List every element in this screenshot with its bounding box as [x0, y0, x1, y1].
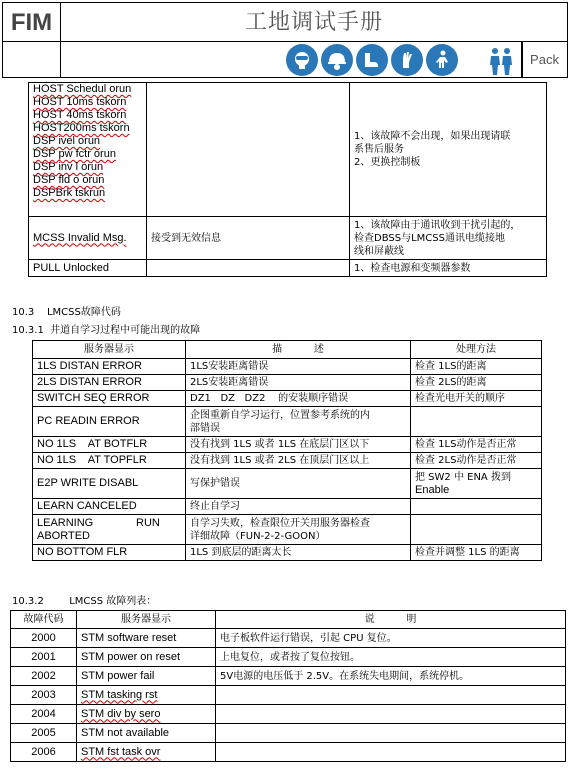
- server-display: STM div by sero: [77, 705, 216, 724]
- table-row: [11, 705, 566, 724]
- fault-line: DSP fld o orun: [33, 174, 105, 186]
- section-heading-10-3-1: 10.3.1 井道自学习过程中可能出现的故障: [12, 325, 201, 336]
- fault-line: HOST Schedul orun: [33, 83, 132, 95]
- table-row: 1LS DISTAN ERROR 1LS安装距离错误 检查 1LS的距离: [33, 359, 542, 375]
- table-row: SWITCH SEQ ERROR DZ1 DZ DZ2 的安装顺序错误 检查光电开关的顺序: [33, 391, 542, 407]
- fault-description: 上电复位，或者按了复位按钮。: [216, 648, 566, 667]
- fault-desc-cell: [147, 260, 350, 277]
- server-display: STM fst task ovr: [77, 743, 216, 762]
- fault-line: DSPBrk tskrun: [33, 187, 106, 199]
- fault-description: 5V电源的电压低于 2.5V。在系统失电期间，系统停机。: [216, 667, 566, 686]
- goggles-icon: [286, 44, 318, 76]
- fault-code: 2000: [11, 629, 77, 648]
- server-display: STM not available: [77, 724, 216, 743]
- column-header: 服务器显示: [33, 341, 186, 359]
- table-row: [11, 686, 566, 705]
- table-row: PC READIN ERROR 企图重新自学习运行，位置参考系统的内 部错误: [33, 407, 542, 437]
- column-header: 服务器显示: [77, 611, 216, 629]
- fault-name-cell: MCSS Invalid Msg.: [29, 217, 147, 260]
- page-header: [2, 2, 568, 78]
- fault-description: [216, 724, 566, 743]
- fault-continuation-table: [28, 82, 547, 277]
- table-row: NO 1LS AT BOTFLR 没有找到 1LS 或者 1LS 在底层门区以下 检查 1LS动作是否正常: [33, 437, 542, 453]
- table-row: E2P WRITE DISABL 写保护错误 把 SW2 中 ENA 拨到 Enable: [33, 469, 542, 499]
- table-header-row: [33, 341, 542, 359]
- table-row: [11, 648, 566, 667]
- fault-code: 2003: [11, 686, 77, 705]
- lmcss-fault-list-table: [10, 610, 566, 762]
- table-header-row: [11, 611, 566, 629]
- table-row: [29, 217, 547, 260]
- fault-line: HOST200ms tskorn: [33, 122, 130, 134]
- table-row: LEARN CANCELED 终止自学习: [33, 499, 542, 515]
- table-row: [29, 83, 547, 217]
- pack-label: Pack: [530, 52, 559, 67]
- fault-description: [216, 743, 566, 762]
- fault-code: 2004: [11, 705, 77, 724]
- people-icon: [483, 44, 519, 76]
- fault-code: 2005: [11, 724, 77, 743]
- company-logo: FIM: [3, 3, 61, 42]
- table-row: NO 1LS AT TOPFLR 没有找到 1LS 或者 2LS 在顶层门区以上 检查 2LS动作是否正常: [33, 453, 542, 469]
- server-display: STM software reset: [77, 629, 216, 648]
- fault-line: HOST 40ms tskorn: [33, 109, 127, 121]
- column-header: 说 明: [216, 611, 566, 629]
- fault-action-cell: 1、该故障不会出现，如果出现请联 系售后服务 2、更换控制板: [350, 83, 547, 217]
- table-row: [11, 743, 566, 762]
- table-row: [11, 724, 566, 743]
- safety-icons: [286, 44, 458, 76]
- table-row: [11, 667, 566, 686]
- fault-code: 2006: [11, 743, 77, 762]
- fault-line: DSP pw fctr orun: [33, 148, 116, 160]
- gloves-icon: [391, 44, 423, 76]
- column-header: 故障代码: [11, 611, 77, 629]
- self-learning-fault-table: [32, 340, 542, 561]
- server-display: STM power fail: [77, 667, 216, 686]
- fault-desc-cell: [147, 83, 350, 217]
- fault-code: 2002: [11, 667, 77, 686]
- server-display: STM tasking rst: [77, 686, 216, 705]
- safety-boots-icon: [356, 44, 388, 76]
- table-row: 2LS DISTAN ERROR 2LS安装距离错误 检查 2LS的距离: [33, 375, 542, 391]
- fault-name-cell: PULL Unlocked: [29, 260, 147, 277]
- fault-line: DSP ivel orun: [33, 135, 101, 147]
- fault-name-cell: [29, 83, 147, 217]
- fault-action-cell: 1、检查电源和变频器参数: [350, 260, 547, 277]
- fault-description: [216, 705, 566, 724]
- fault-code: 2001: [11, 648, 77, 667]
- column-header: 描 述: [186, 341, 411, 359]
- table-row: NO BOTTOM FLR 1LS 到底层的距离太长 检查并调整 1LS 的距离: [33, 545, 542, 561]
- fault-desc-cell: 接受到无效信息: [147, 217, 350, 260]
- column-header: 处理方法: [411, 341, 542, 359]
- table-row: LEARNING RUN ABORTED 自学习失败，检查限位开关用服务器检查 详细故障（FUN-2-2-GOON）: [33, 515, 542, 545]
- hard-hat-icon: [321, 44, 353, 76]
- table-row: [11, 629, 566, 648]
- fault-description: [216, 686, 566, 705]
- first-aid-icon: [426, 44, 458, 76]
- fault-action-cell: 1、该故障由于通讯收到干扰引起的， 检查DBSS与LMCSS通讯电缆接地 线和屏蔽线: [350, 217, 547, 260]
- header-left-blank: [3, 42, 61, 77]
- section-heading-10-3-2: 10.3.2 LMCSS 故障列表：: [12, 596, 157, 607]
- fault-line: HOST 10ms tskorn: [33, 96, 127, 108]
- section-heading-10-3: 10.3 LMCSS故障代码: [12, 307, 121, 318]
- table-row: [29, 260, 547, 277]
- fault-description: 电子板软件运行错误，引起 CPU 复位。: [216, 629, 566, 648]
- server-display: STM power on reset: [77, 648, 216, 667]
- fault-line: DSP inv l orun: [33, 161, 104, 173]
- manual-title: 工地调试手册: [61, 3, 567, 42]
